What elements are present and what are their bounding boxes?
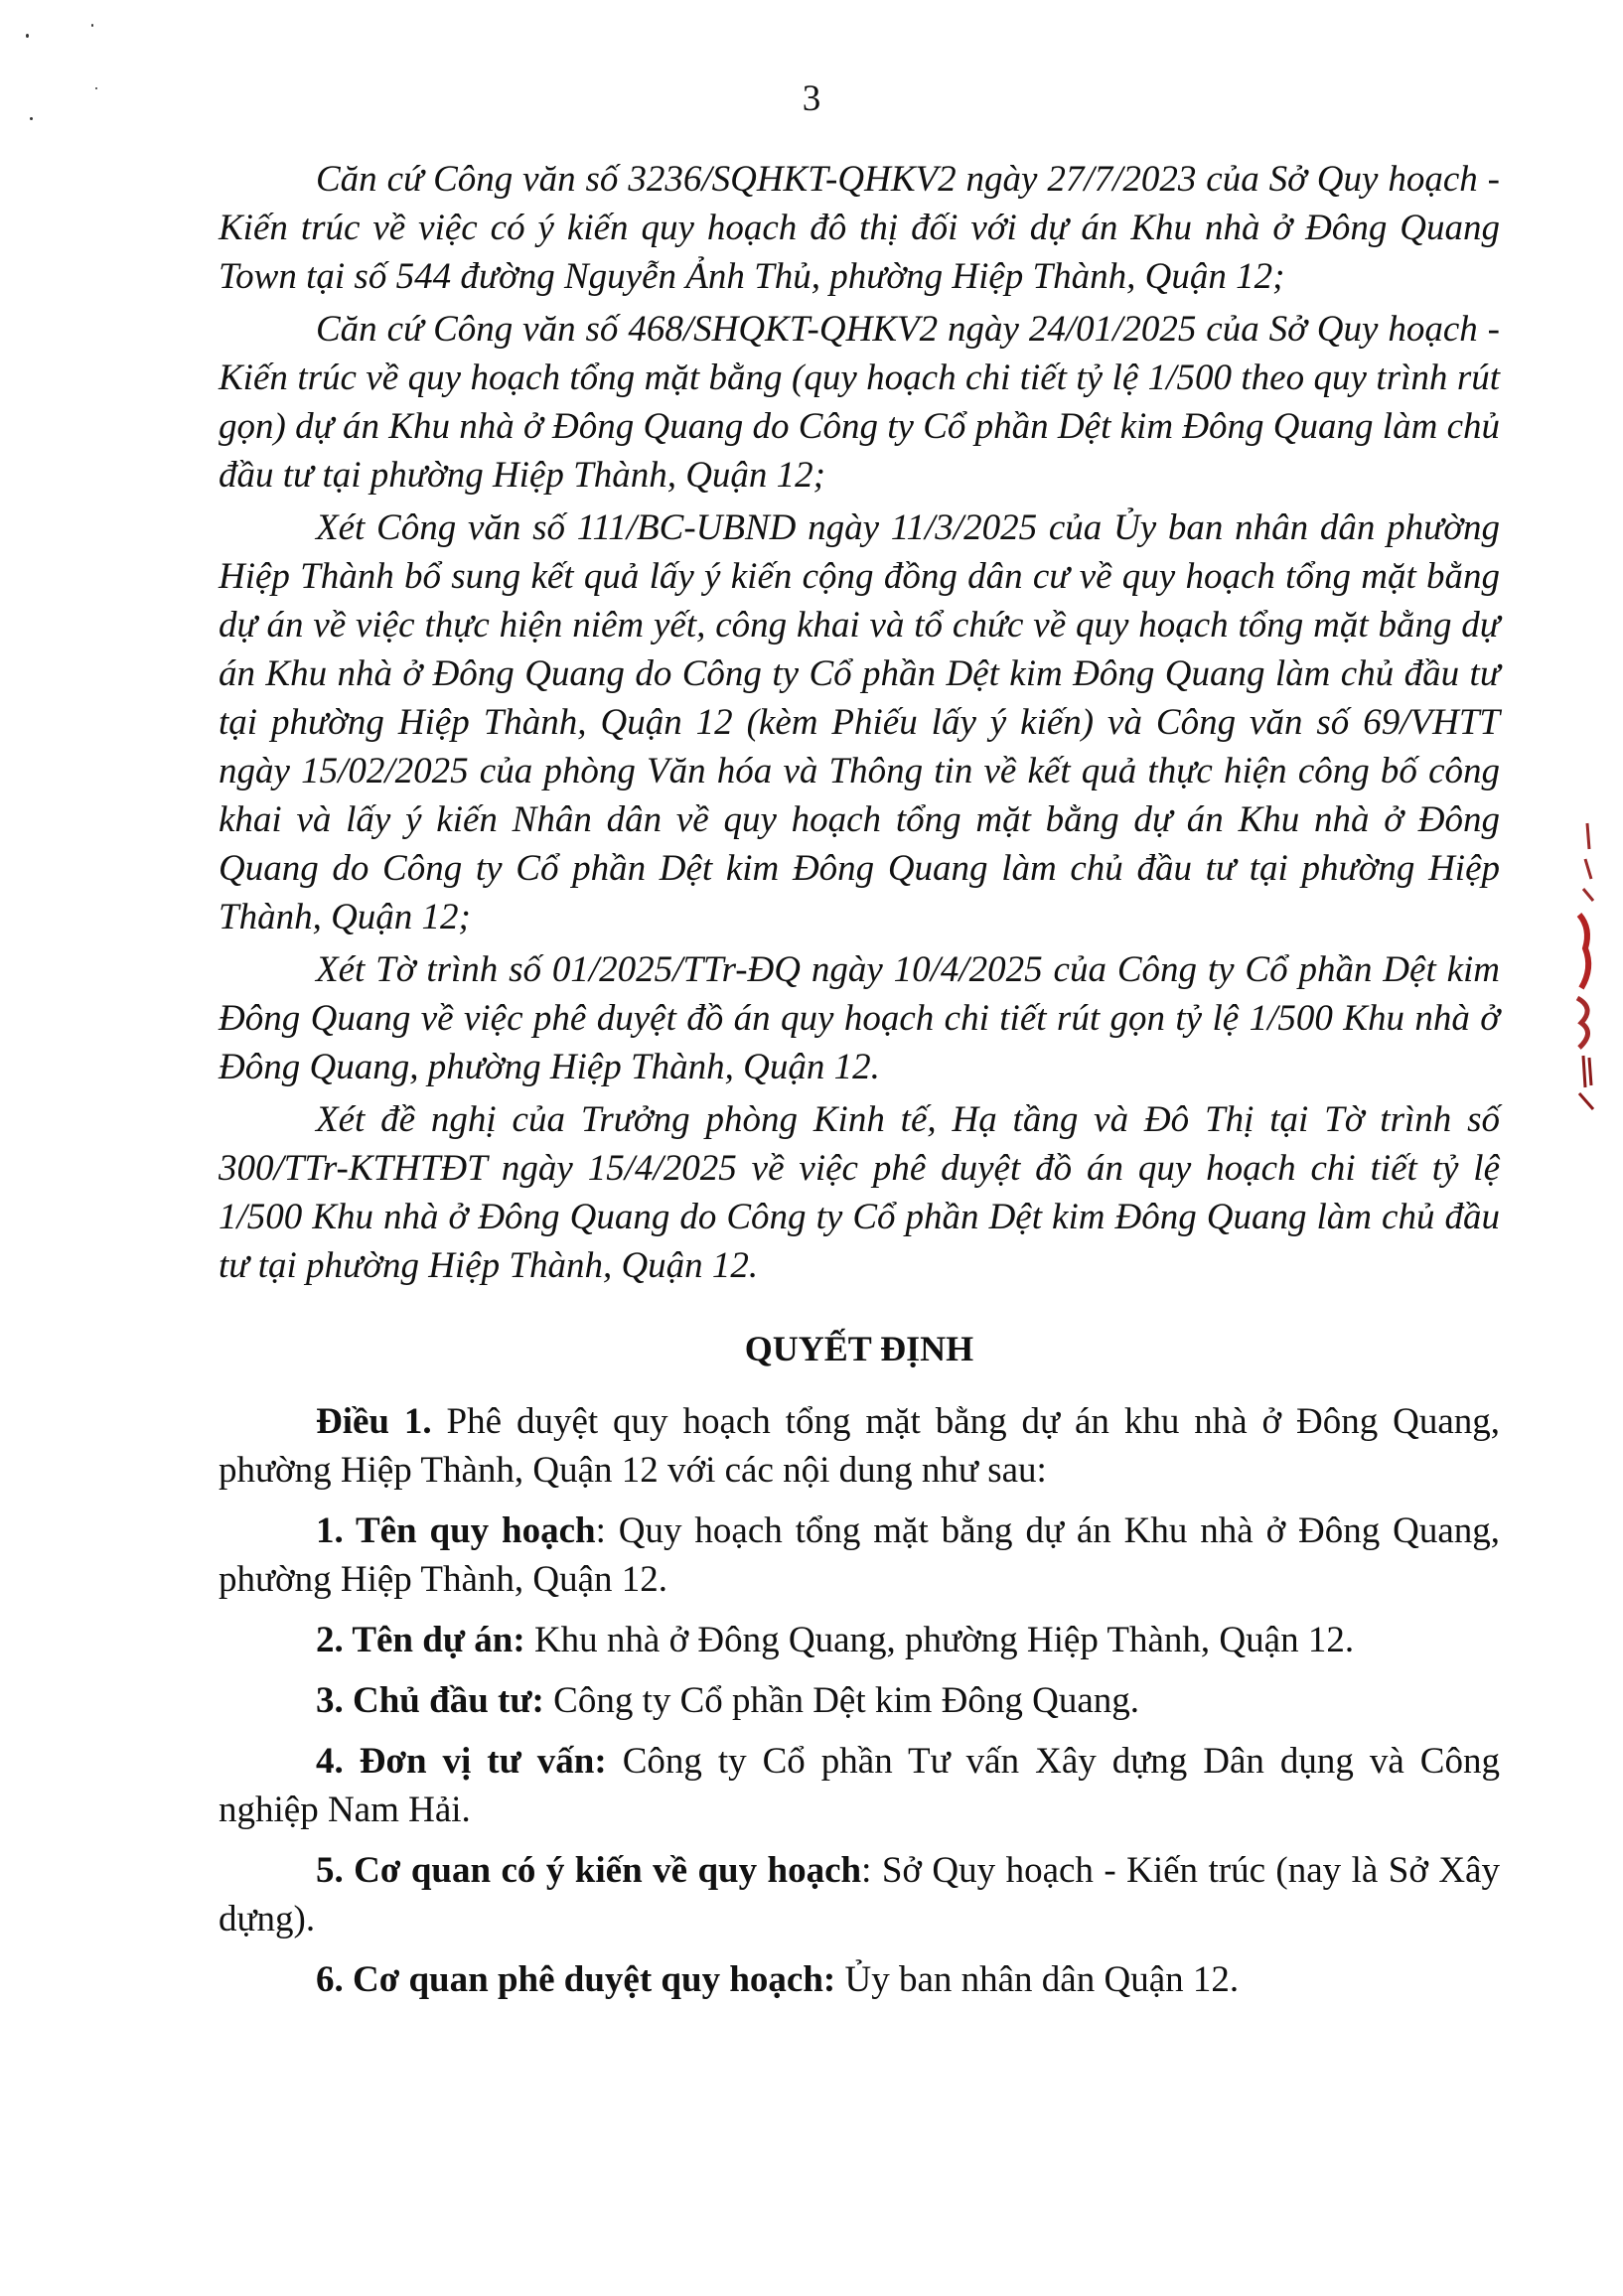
article-1-label: Điều 1. [316, 1401, 432, 1442]
scan-speck [91, 24, 93, 27]
item-label: 1. Tên quy hoạch [316, 1510, 596, 1551]
list-item [219, 1846, 1500, 1943]
decision-title: QUYẾT ĐỊNH [744, 1329, 974, 1368]
preamble-paragraph: Xét Công văn số 111/BC-UBND ngày 11/3/2025 của Ủy ban nhân dân phường Hiệp Thành bổ sung kết quả lấy ý kiến cộng đồng dân cư về quy hoạch tổng mặt bằng dự án về việc thực hiện niêm yết, công khai và tổ chức về quy hoạch tổng mặt bằng dự án Khu nhà ở Đông Quang do Công ty Cổ phần Dệt kim Đông Quang làm chủ đầu tư tại phường Hiệp Thành, Quận 12 (kèm Phiếu lấy ý kiến) và Công văn số 69/VHTT ngày 15/02/2025 của phòng Văn hóa và Thông tin về kết quả thực hiện công bố công khai và lấy ý kiến Nhân dân về quy hoạch tổng mặt bằng dự án Khu nhà ở Đông Quang do Công ty Cổ phần Dệt kim Đông Quang làm chủ đầu tư tại phường Hiệp Thành, Quận 12; [219, 507, 1500, 937]
list-item [219, 1955, 1500, 2004]
seal-stamp-fragment [1567, 819, 1605, 1117]
scan-speck [26, 34, 29, 38]
item-label: 3. Chủ đầu tư: [316, 1680, 544, 1721]
preamble-paragraph: Xét Tờ trình số 01/2025/TTr-ĐQ ngày 10/4/2025 của Công ty Cổ phần Dệt kim Đông Quang về việc phê duyệt đồ án quy hoạch chi tiết rút gọn tỷ lệ 1/500 Khu nhà ở Đông Quang, phường Hiệp Thành, Quận 12. [219, 949, 1500, 1087]
list-item [219, 1507, 1500, 1604]
preamble-paragraph: Căn cứ Công văn số 3236/SQHKT-QHKV2 ngày 27/7/2023 của Sở Quy hoạch - Kiến trúc về việc có ý kiến quy hoạch đô thị đối với dự án Khu nhà ở Đông Quang Town tại số 544 đường Nguyễn Ảnh Thủ, phường Hiệp Thành, Quận 12; [219, 159, 1500, 297]
list-item [219, 1676, 1500, 1725]
page-number: 3 [802, 78, 821, 119]
item-text: Công ty Cổ phần Tư vấn Xây dựng Dân dụng và Công nghiệp Nam Hải. [219, 1741, 1500, 1830]
item-text: : Quy hoạch tổng mặt bằng dự án Khu nhà ở Đông Quang, phường Hiệp Thành, Quận 12. [219, 1510, 1501, 1600]
preamble-paragraph: Căn cứ Công văn số 468/SHQKT-QHKV2 ngày 24/01/2025 của Sở Quy hoạch - Kiến trúc về quy hoạch tổng mặt bằng (quy hoạch chi tiết tỷ lệ 1/500 theo quy trình rút gọn) dự án Khu nhà ở Đông Quang do Công ty Cổ phần Dệt kim Đông Quang làm chủ đầu tư tại phường Hiệp Thành, Quận 12; [219, 309, 1500, 496]
item-text: Công ty Cổ phần Dệt kim Đông Quang. [543, 1680, 1140, 1721]
item-text: : Sở Quy hoạch - Kiến trúc (nay là Sở Xây dựng). [219, 1850, 1500, 1939]
item-text: Ủy ban nhân dân Quận 12. [835, 1959, 1240, 2000]
article-1-text: Phê duyệt quy hoạch tổng mặt bằng dự án khu nhà ở Đông Quang, phường Hiệp Thành, Quận 12 với các nội dung như sau: [219, 1401, 1501, 1491]
document-body [219, 155, 1500, 2016]
item-label: 4. Đơn vị tư vấn: [316, 1741, 607, 1782]
item-label: 2. Tên dự án: [316, 1620, 525, 1660]
item-label: 5. Cơ quan có ý kiến về quy hoạch [316, 1850, 862, 1891]
preamble-paragraph: Xét đề nghị của Trưởng phòng Kinh tế, Hạ tầng và Đô Thị tại Tờ trình số 300/TTr-KTHTĐT ngày 15/4/2025 về việc phê duyệt đồ án quy hoạch chi tiết tỷ lệ 1/500 Khu nhà ở Đông Quang do Công ty Cổ phần Dệt kim Đông Quang làm chủ đầu tư tại phường Hiệp Thành, Quận 12. [219, 1099, 1500, 1286]
item-text: Khu nhà ở Đông Quang, phường Hiệp Thành, Quận 12. [524, 1620, 1355, 1660]
article-1 [219, 1397, 1500, 1495]
item-label: 6. Cơ quan phê duyệt quy hoạch: [316, 1959, 836, 2000]
list-item [219, 1737, 1500, 1834]
list-item [219, 1616, 1500, 1664]
